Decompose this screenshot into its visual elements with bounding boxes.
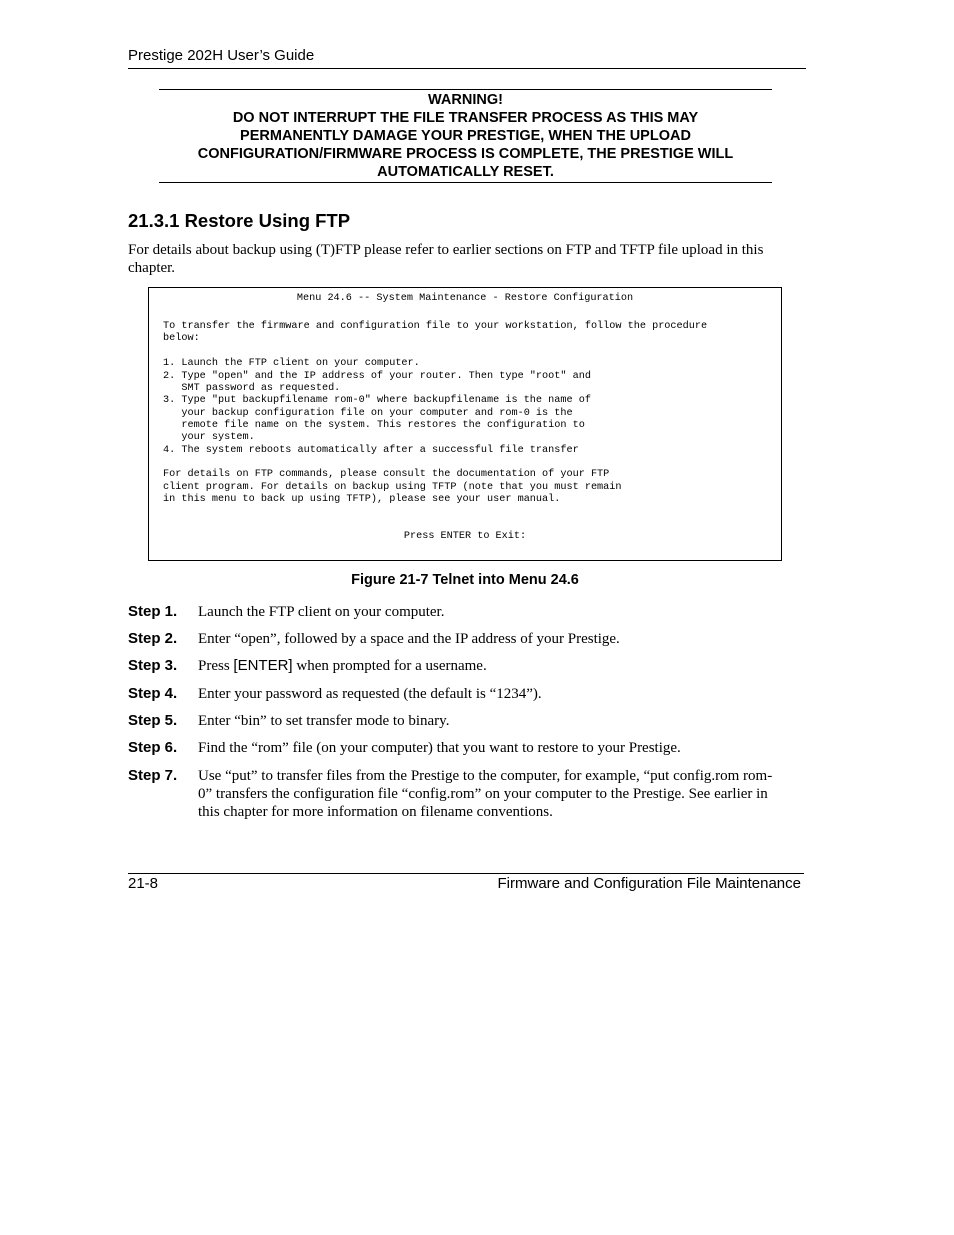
terminal-exit-prompt: Press ENTER to Exit: <box>403 531 527 542</box>
step-text-part: when prompted for a username. <box>292 658 487 674</box>
step-line: Enter “bin” to set transfer mode to binary. <box>198 713 450 729</box>
step-text <box>198 712 800 730</box>
step-line: Launch the FTP client on your computer. <box>198 604 445 620</box>
terminal-menu-title: Menu 24.6 -- System Maintenance - Restore Configuration <box>296 293 634 304</box>
terminal-line: below: <box>163 333 200 344</box>
step-line: Use “put” to transfer files from the Prestige to the computer, for example, “put config.rom rom- <box>198 768 773 784</box>
terminal-line: your backup configuration file on your computer and rom-0 is the <box>163 408 573 419</box>
step-text <box>198 657 800 675</box>
step-label: Step 1. <box>128 603 178 620</box>
terminal-line: client program. For details on backup using TFTP (note that you must remain <box>163 482 622 493</box>
warning-heading: WARNING! <box>428 92 503 108</box>
step-text <box>198 603 800 621</box>
page-header-title: Prestige 202H User’s Guide <box>128 47 315 64</box>
step-label: Step 6. <box>128 739 178 756</box>
terminal-line: To transfer the firmware and configuration file to your workstation, follow the procedure <box>163 321 708 332</box>
intro-line: For details about backup using (T)FTP please refer to earlier sections on FTP and TFTP file upload in this <box>128 242 764 258</box>
intro-paragraph <box>128 241 800 277</box>
step-line: Enter your password as requested (the default is “1234”). <box>198 686 542 702</box>
figure-caption: Figure 21-7 Telnet into Menu 24.6 <box>351 572 579 588</box>
terminal-line: your system. <box>163 432 255 443</box>
section-title: 21.3.1 Restore Using FTP <box>128 210 351 231</box>
step-label: Step 5. <box>128 712 178 729</box>
step-text-part: Press <box>198 658 234 674</box>
terminal-line: 1. Launch the FTP client on your computer. <box>163 358 420 369</box>
warning-line: AUTOMATICALLY RESET. <box>377 164 554 180</box>
footer-rule <box>128 873 804 874</box>
warning-line: CONFIGURATION/FIRMWARE PROCESS IS COMPLETE, THE PRESTIGE WILL <box>197 146 734 162</box>
step-label: Step 4. <box>128 685 178 702</box>
step-label: Step 7. <box>128 767 178 784</box>
terminal-screen <box>148 287 782 561</box>
step-line: Find the “rom” file (on your computer) that you want to restore to your Prestige. <box>198 740 681 756</box>
intro-line: chapter. <box>128 260 176 276</box>
step-text <box>198 767 800 821</box>
step-text <box>198 630 800 648</box>
page-number: 21-8 <box>128 875 159 892</box>
warning-box <box>159 89 772 183</box>
warning-line: PERMANENTLY DAMAGE YOUR PRESTIGE, WHEN THE UPLOAD <box>240 128 691 144</box>
warning-line: DO NOT INTERRUPT THE FILE TRANSFER PROCESS AS THIS MAY <box>232 110 699 126</box>
terminal-line: 3. Type "put backupfilename rom-0" where backupfilename is the name of <box>163 395 591 406</box>
footer-chapter-title: Firmware and Configuration File Maintenance <box>497 875 801 892</box>
terminal-line: SMT password as requested. <box>163 383 341 394</box>
step-label: Step 2. <box>128 630 178 647</box>
terminal-line: in this menu to back up using TFTP), please see your user manual. <box>163 494 561 505</box>
terminal-line: 2. Type "open" and the IP address of your router. Then type "root" and <box>163 371 591 382</box>
step-text <box>198 739 800 757</box>
terminal-line: 4. The system reboots automatically after a successful file transfer <box>163 445 579 456</box>
step-label: Step 3. <box>128 657 178 674</box>
step-line: 0” transfers the configuration file “config.rom” on your computer to the Prestige. See earlier in <box>198 786 768 802</box>
step-line: Enter “open”, followed by a space and the IP address of your Prestige. <box>198 631 620 647</box>
terminal-line: remote file name on the system. This restores the configuration to <box>163 420 585 431</box>
header-rule <box>128 68 806 69</box>
step-line: this chapter for more information on filename conventions. <box>198 804 553 820</box>
enter-key-label: [ENTER] <box>233 657 293 674</box>
step-text <box>198 685 800 703</box>
terminal-line: For details on FTP commands, please consult the documentation of your FTP <box>163 469 610 480</box>
